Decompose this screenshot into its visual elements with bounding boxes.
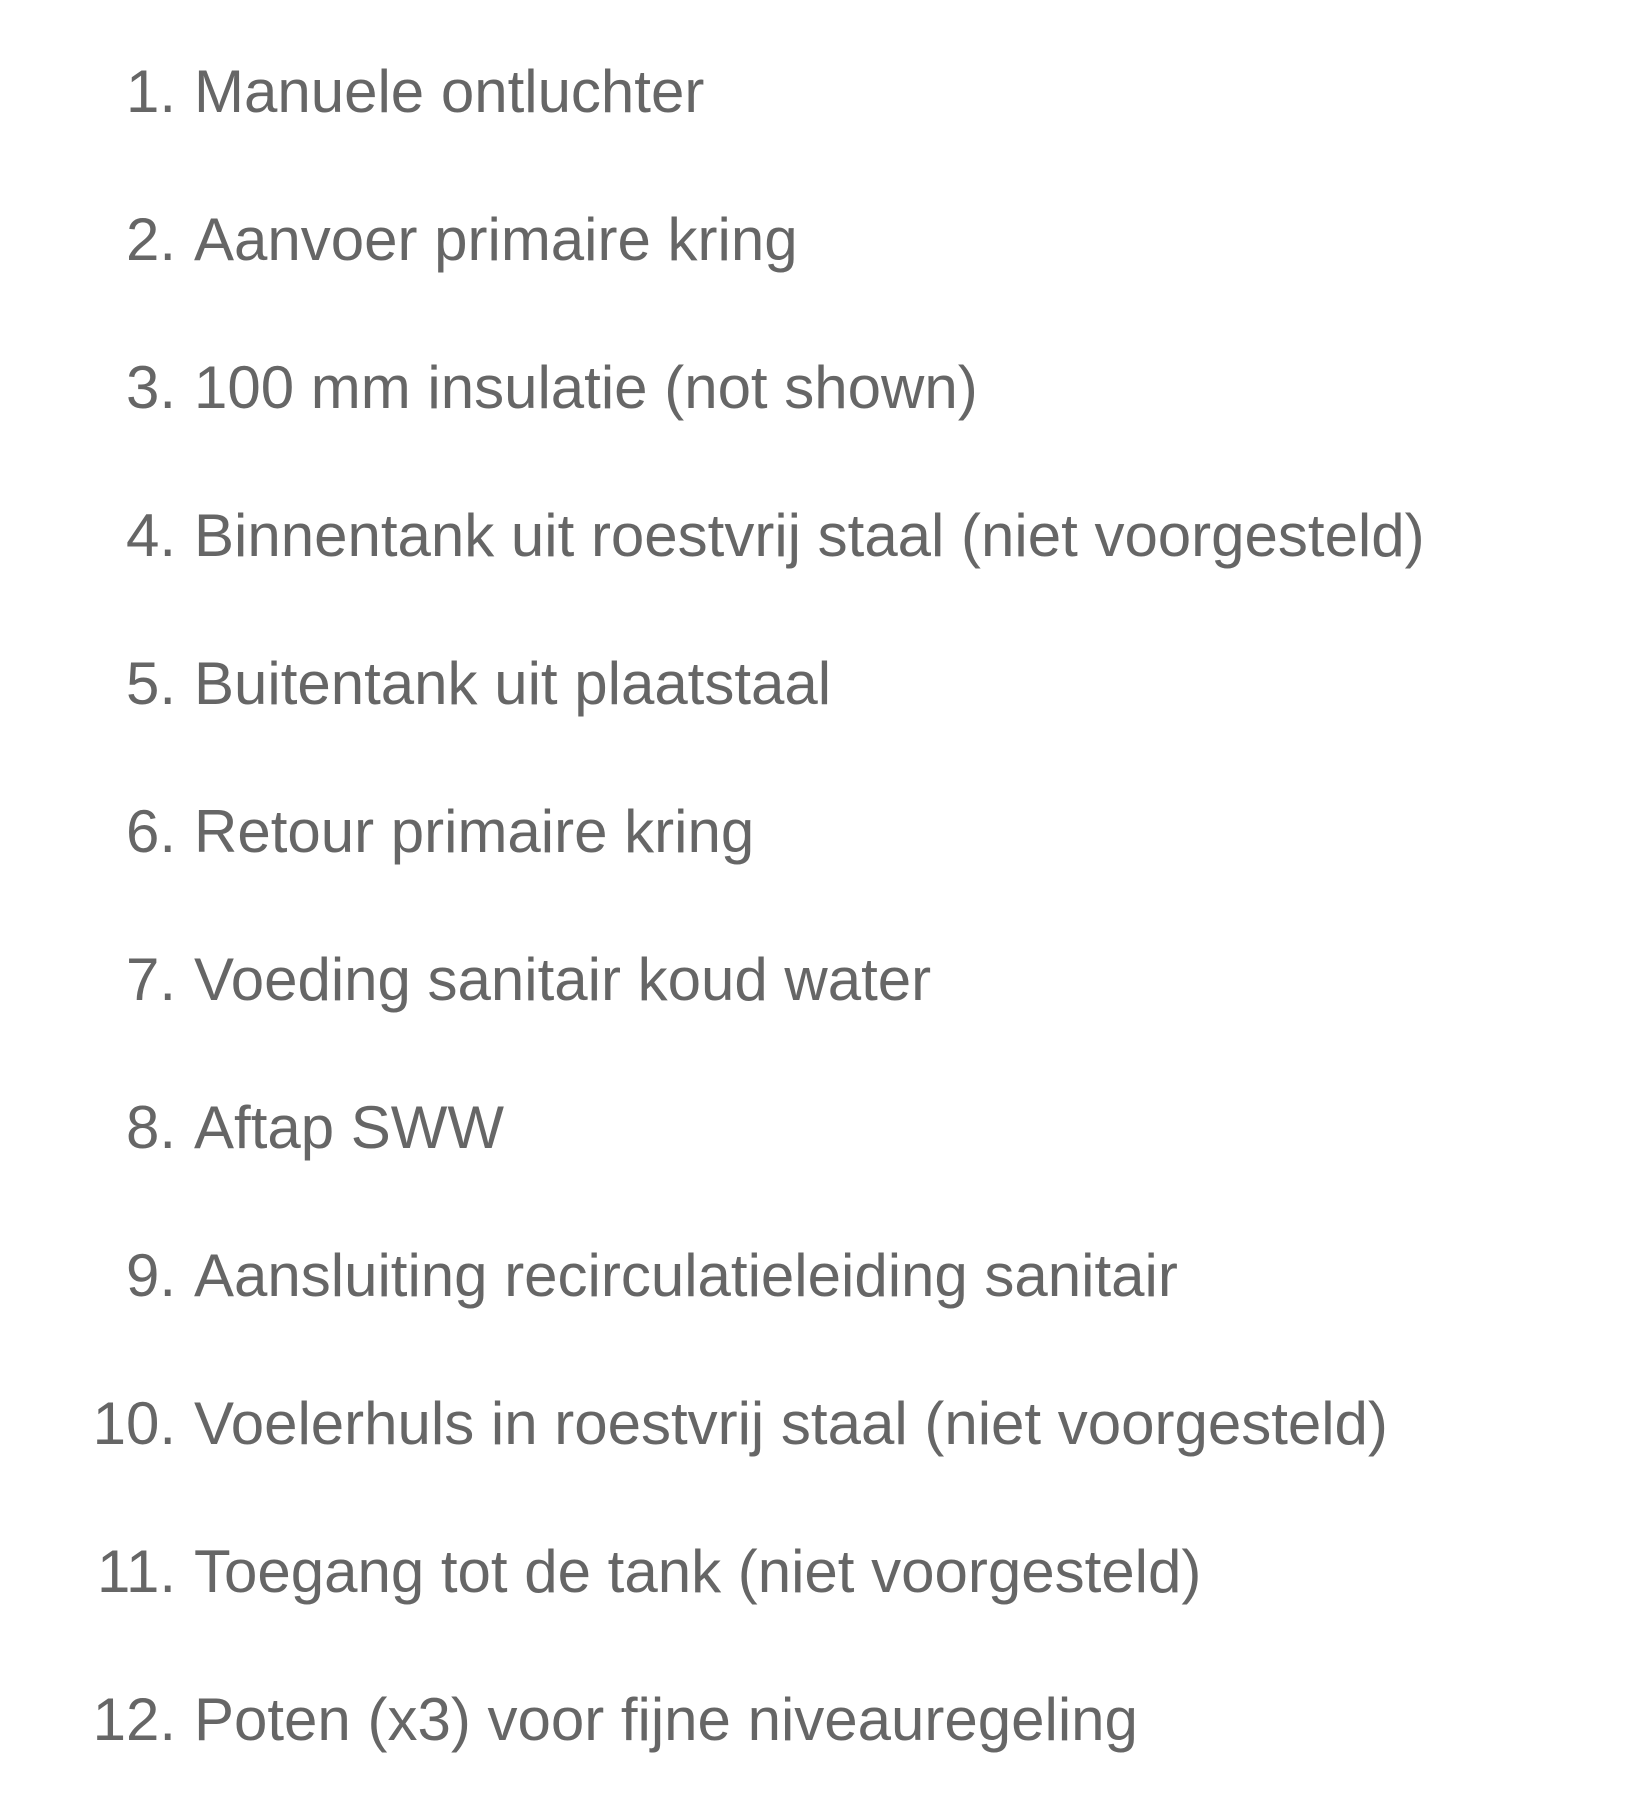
legend-item-3 [0,336,1638,484]
legend-item-10 [0,1372,1638,1520]
legend-text: Aansluiting recirculatieleiding sanitair [194,1242,1178,1309]
legend-number: 11. [97,1538,176,1605]
legend-item-1 [0,40,1638,188]
legend-number: 10. [92,1390,176,1457]
legend-number: 7. [125,946,176,1013]
legend-text: Binnentank uit roestvrij staal (niet voorgesteld) [194,502,1425,569]
legend-number: 1. [125,58,176,125]
legend-text: Aftap SWW [194,1094,505,1161]
legend-item-11 [0,1520,1638,1668]
legend-text: Retour primaire kring [194,798,755,865]
legend-text: Manuele ontluchter [194,58,705,125]
legend-text: Buitentank uit plaatstaal [194,650,832,717]
legend-number: 2. [125,206,176,273]
component-legend-list [0,40,1638,1816]
legend-item-7 [0,928,1638,1076]
legend-number: 8. [125,1094,176,1161]
legend-text: Voelerhuls in roestvrij staal (niet voorgesteld) [194,1390,1388,1457]
legend-number: 6. [125,798,176,865]
legend-text: Poten (x3) voor fijne niveauregeling [194,1686,1138,1753]
legend-item-4 [0,484,1638,632]
legend-number: 12. [92,1686,176,1753]
legend-number: 4. [125,502,176,569]
legend-item-9 [0,1224,1638,1372]
legend-item-8 [0,1076,1638,1224]
legend-item-6 [0,780,1638,928]
legend-number: 5. [125,650,176,717]
legend-text: Toegang tot de tank (niet voorgesteld) [194,1538,1202,1605]
legend-item-5 [0,632,1638,780]
legend-number: 9. [125,1242,176,1309]
legend-text: Aanvoer primaire kring [194,206,798,273]
legend-number: 3. [125,354,176,421]
legend-item-2 [0,188,1638,336]
legend-text: 100 mm insulatie (not shown) [194,354,978,421]
legend-text: Voeding sanitair koud water [194,946,932,1013]
legend-item-12 [0,1668,1638,1816]
